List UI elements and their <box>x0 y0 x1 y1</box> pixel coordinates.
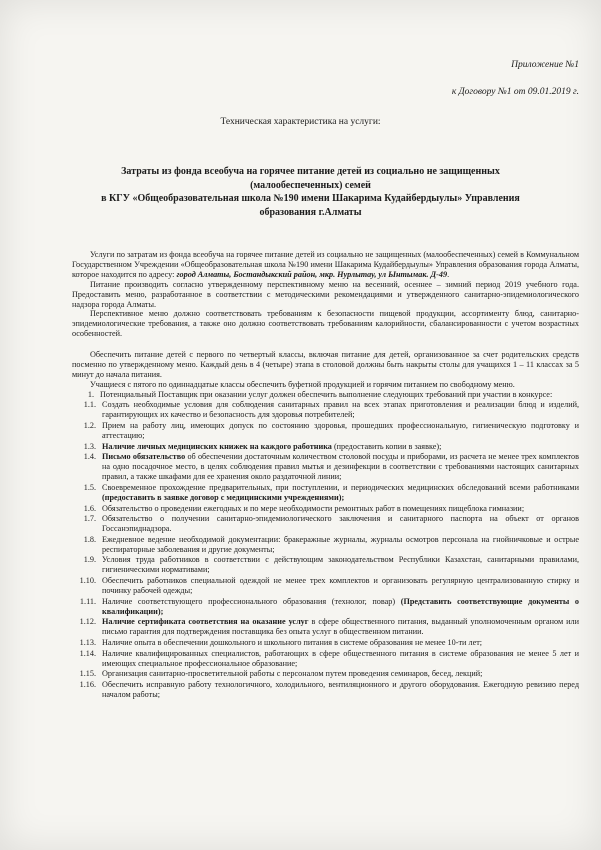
item-number: 1.1. <box>83 400 96 410</box>
paragraph-perspective-menu: Перспективное меню должно соответствовать требованиям к безопасности пищевой продукции, ассортименту блюд, санитарно-эпидемиологические требования, а также оно должно соответствовать требованиям калорийности, сбалансированности с учетом возрастных особенностей. <box>72 309 579 339</box>
document-body <box>72 250 579 701</box>
heading-line-1: Затраты из фонда всеобуча на горячее питание детей из социально не защищенных <box>121 166 500 177</box>
item-number: 1.9. <box>83 555 96 565</box>
item-number: 1.7. <box>83 514 96 524</box>
requirement-item <box>72 649 579 669</box>
item-number: 1. <box>87 389 94 399</box>
item-text: об обеспечении достаточным количеством столовой посуды и приборами, из расчета не менее трех комплектов на одно посадочное место, в целях соблюдения правил мытья и дезинфекции в соответствии с требованиями настоящих санитарных правил, а также шкафами для ее хранения около раздаточной линии; <box>102 452 579 482</box>
item-text: Ежедневное ведение необходимой документации: бракеражные журналы, журналы осмотров персонала на гнойничковые и острые респираторные заболевания и другие документы; <box>102 534 579 554</box>
item-text: Своевременное прохождение предварительных, при поступлении, и периодических медицинских обследований всеми работниками <box>102 482 579 492</box>
annex-reference <box>452 52 579 106</box>
item-text: Наличие квалифицированных специалистов, работающих в сфере общественного питания в системе образования не менее 5 лет и имеющих специальное профессиональное образование; <box>102 648 579 668</box>
item-number: 1.2. <box>83 421 96 431</box>
paragraph-services-start: Услуги по затратам из фонда всеобуча на горячее питание детей из социально не защищенных (малообеспеченных) семей в Коммунальном Государственном Учреждении «Общеобразовательная школа №190 имени Шакарима Кудайбердыулы» Управления образования города Алматы, которое находится по адресу: <box>72 250 579 279</box>
school-address: город Алматы, Бостандыкский район, мкр. Нурлытау, ул Ынтымак. Д-49 <box>176 269 448 279</box>
item-number: 1.13. <box>79 637 96 647</box>
heading-line-4: образования г.Алматы <box>259 206 362 218</box>
item-text: Потенциальный Поставщик при оказании услуг должен обеспечить выполнение следующих требований при участии в конкурсе: <box>100 389 553 399</box>
item-bold-text: (Представить соответствующие документы о квалификации); <box>102 596 579 616</box>
item-number: 1.8. <box>83 534 96 544</box>
item-text: Обязательство о получении санитарно-эпидемиологического заключения и санитарного паспорта на объект от органов Госсанэпиднадзора. <box>102 514 579 534</box>
paragraph-services <box>72 250 579 280</box>
paragraph-menu: Питание производить согласно утвержденному перспективному меню на весенний, осеннее – зимний период 2019 учебного года. Предоставить меню, разработанное в соответствии с методическими рекомендациями и утвержденного санитарно-эпидемиологического надзора города Алматы. <box>72 279 579 309</box>
requirement-main <box>72 390 579 400</box>
requirement-item <box>72 576 579 596</box>
item-text: (предоставить копии в заявке); <box>331 441 442 451</box>
requirement-item <box>72 421 579 441</box>
item-bold-text: Наличие сертификата соответствия на оказание услуг <box>102 617 309 627</box>
requirement-item <box>72 638 579 648</box>
heading-line-3: в КГУ «Общеобразовательная школа №190 имени Шакарима Кудайбердыулы» Управления <box>101 193 520 204</box>
item-number: 1.4. <box>83 452 96 462</box>
item-bold-text: (предоставить в заявке договор с медицинскими учреждениями); <box>102 492 345 502</box>
paragraph-services-end: . <box>447 269 450 279</box>
item-number: 1.6. <box>83 503 96 513</box>
item-text: Прием на работу лиц, имеющих допуск по состоянию здоровья, прошедших профессиональную, гигиеническую подготовку и аттестацию; <box>102 421 579 440</box>
item-text: Создать необходимые условия для соблюдения санитарных правил на всех этапах приготовления и реализации блюд и изделий, гарантирующих их качество и безопасность для здоровья потребителей; <box>102 400 579 420</box>
requirement-item <box>72 617 579 637</box>
requirement-item <box>72 400 579 420</box>
requirement-item <box>72 597 579 617</box>
heading-line-2: (малообеспеченных) семей <box>250 179 371 191</box>
item-text: Обеспечить исправную работу технологичного, холодильного, вентиляционного и другого оборудования. Ежегодную ревизию перед началом работы; <box>102 679 579 699</box>
item-number: 1.14. <box>79 648 96 658</box>
requirement-item <box>72 555 579 575</box>
paragraph-feeding: Обеспечить питание детей с первого по четвертый классы, включая питание для детей, организованное за счет родительских средств посменно по утвержденному меню. Каждый день в 4 (четыре) этапа в столовой должны быть накрыты столы для учащихся 1 – 11 классах за 5 минут до начала питания. <box>72 350 579 379</box>
item-text: Обеспечить работников специальной одеждой не менее трех комплектов и организовать регулярную централизованную стирку и починку рабочей одежды; <box>102 576 579 595</box>
item-number: 1.3. <box>83 441 96 451</box>
item-number: 1.5. <box>83 482 96 492</box>
item-text: Организация санитарно-просветительной работы с персоналом путем проведения семинаров, бесед, лекций; <box>102 669 483 679</box>
item-number: 1.10. <box>79 576 96 586</box>
item-bold-text: Наличие личных медицинских книжек на каждого работника <box>102 441 332 451</box>
annex-number: Приложение №1 <box>511 60 579 70</box>
requirement-item <box>72 680 579 700</box>
requirement-item <box>72 483 579 503</box>
item-number: 1.12. <box>79 617 96 627</box>
paragraph-buffet: Учащиеся с пятого по одиннадцатые классы обеспечить буфетной продукцией и горячим питанием по свободному меню. <box>90 379 515 389</box>
requirement-item <box>72 535 579 555</box>
tech-spec-title: Техническая характеристика на услуги: <box>220 117 381 127</box>
requirement-item <box>72 442 579 452</box>
item-text: Обязательство о проведении ежегодных и по мере необходимости ремонтных работ в помещениях пищеблока гимназии; <box>102 503 525 513</box>
document-heading <box>60 165 561 219</box>
contract-reference: к Договору №1 от 09.01.2019 г. <box>451 87 579 97</box>
requirement-item <box>72 504 579 514</box>
item-text: Наличие опыта в обеспечении дошкольного и школьного питания в системе образования не менее 10-ти лет; <box>102 637 483 647</box>
item-number: 1.15. <box>79 669 96 679</box>
requirement-item <box>72 452 579 482</box>
item-text: в сфере общественного питания, выданный уполномоченным органом или письмо гарантия для подтверждения поставщика без опыта услуг в общественном питании. <box>102 617 579 637</box>
item-text: Наличие соответствующего профессионального образования (технолог, повар) <box>102 596 401 606</box>
item-number: 1.11. <box>79 596 96 606</box>
item-number: 1.16. <box>79 679 96 689</box>
item-bold-text: Письмо обязательство <box>102 452 186 462</box>
requirement-item <box>72 514 579 534</box>
requirement-item <box>72 669 579 679</box>
item-text: Условия труда работников в соответствии с действующим законодательством Республики Казахстан, санитарными правилами, гигиеническими нормативами; <box>102 555 579 575</box>
